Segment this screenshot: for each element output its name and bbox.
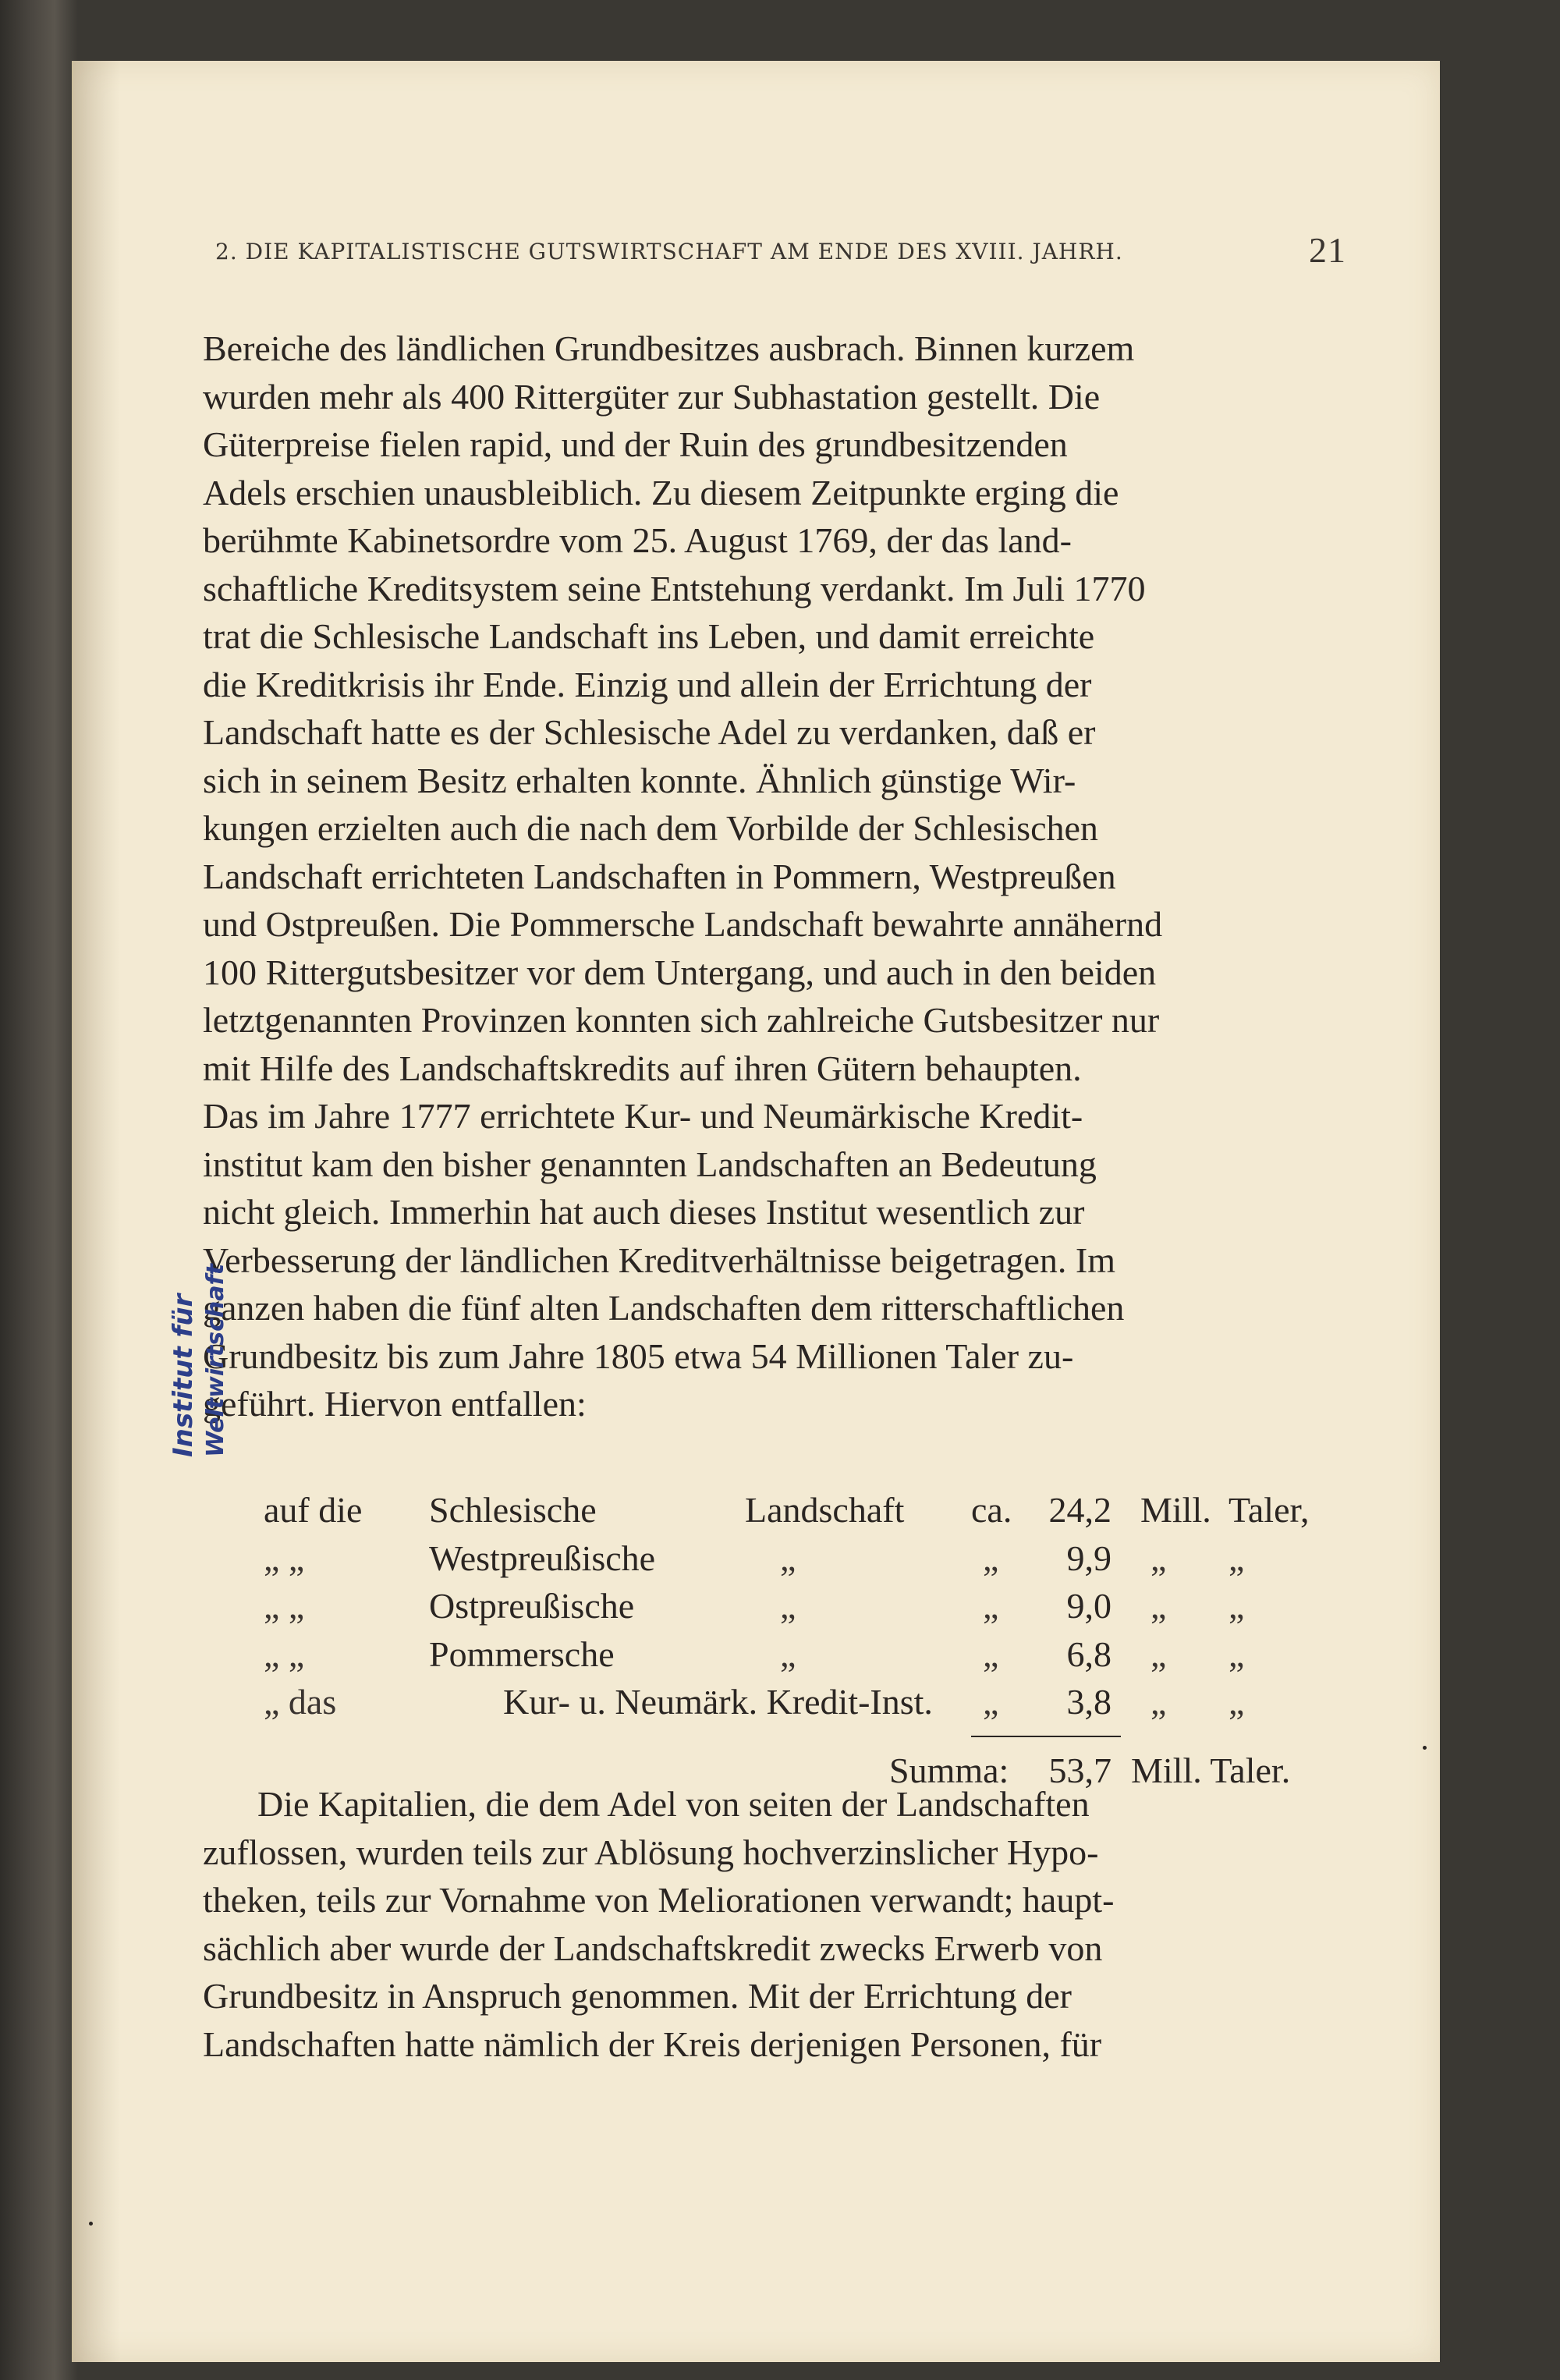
paragraph-2: [203, 1780, 1353, 2068]
text-line: Grundbesitz bis zum Jahre 1805 etwa 54 Millionen Taler zu-: [203, 1335, 1074, 1376]
text-line: die Kreditkrisis ihr Ende. Einzig und allein der Errichtung der: [203, 664, 1092, 704]
row-prefix: „ „: [264, 1633, 305, 1674]
row-ca: „: [983, 1586, 999, 1626]
text-line: 100 Rittergutsbesitzer vor dem Untergang, und auch in den beiden: [203, 952, 1157, 992]
library-stamp: [168, 1137, 237, 1465]
sum-rule: [971, 1736, 1121, 1737]
row-name: Kur- u. Neumärk. Kredit-Inst.: [503, 1682, 933, 1722]
text-line: mit Hilfe des Landschaftskredits auf ihren Gütern behaupten.: [203, 1048, 1082, 1088]
spine-shadow: [73, 61, 120, 2362]
text-line: geführt. Hiervon entfallen:: [203, 1384, 587, 1424]
text-line: Das im Jahre 1777 errichtete Kur- und Neumärkische Kredit-: [203, 1096, 1083, 1136]
book-page: [72, 61, 1440, 2362]
running-header: [215, 230, 1346, 270]
row-prefix: „ „: [264, 1586, 305, 1626]
stamp-line-2: Weltwirtschaft: [202, 1264, 229, 1457]
table-row: [203, 1534, 1353, 1583]
text-line: Grundbesitz in Anspruch genommen. Mit der Errichtung der: [203, 1976, 1072, 2016]
text-line: Bereiche des ländlichen Grundbesitzes ausbrach. Binnen kurzem: [203, 328, 1135, 368]
row-currency: „: [1228, 1633, 1245, 1674]
row-landschaft: „: [780, 1586, 796, 1626]
row-ca: „: [983, 1682, 999, 1722]
text-line: schaftliche Kreditsystem seine Entstehung verdankt. Im Juli 1770: [203, 568, 1146, 608]
table-row: [203, 1678, 1353, 1726]
text-line: Verbesserung der ländlichen Kreditverhältnisse beigetragen. Im: [203, 1240, 1116, 1280]
credit-distribution-table: [203, 1486, 1353, 1790]
text-line: theken, teils zur Vornahme von Meliorationen verwandt; haupt-: [203, 1880, 1115, 1920]
library-stamp-icon: [168, 1137, 237, 1465]
row-currency: „: [1228, 1682, 1245, 1722]
row-unit: „: [1150, 1538, 1167, 1578]
row-landschaft: Landschaft: [745, 1490, 905, 1530]
row-ca: „: [983, 1633, 999, 1674]
row-name: Westpreußische: [429, 1538, 656, 1578]
text-line: Adels erschien unausbleiblich. Zu diesem Zeitpunkte erging die: [203, 472, 1119, 513]
text-line: trat die Schlesische Landschaft ins Leben, und damit erreichte: [203, 616, 1095, 656]
row-prefix: „ „: [264, 1538, 305, 1578]
text-line: Landschaft hatte es der Schlesische Adel zu verdanken, daß er: [203, 712, 1096, 752]
table-row: [203, 1582, 1353, 1630]
row-value: 3,8: [1066, 1682, 1112, 1722]
text-line: Landschaft errichteten Landschaften in Pommern, Westpreußen: [203, 856, 1116, 896]
row-unit: „: [1150, 1682, 1167, 1722]
sum-value: 53,7: [1048, 1750, 1112, 1790]
running-title: 2. DIE KAPITALISTISCHE GUTSWIRTSCHAFT AM ENDE DES XVIII. JAHRH.: [215, 239, 1123, 264]
row-landschaft: „: [780, 1538, 796, 1578]
row-currency: Taler,: [1228, 1490, 1310, 1530]
sum-label: Summa:: [889, 1750, 1009, 1790]
text-line: zuflossen, wurden teils zur Ablösung hochverzinslicher Hypo-: [203, 1832, 1099, 1872]
text-line: kungen erzielten auch die nach dem Vorbilde der Schlesischen: [203, 808, 1098, 848]
row-landschaft: „: [780, 1633, 796, 1674]
row-name: Ostpreußische: [429, 1586, 635, 1626]
text-line: Güterpreise fielen rapid, und der Ruin des grundbesitzenden: [203, 424, 1068, 464]
table-row: [203, 1486, 1353, 1534]
row-prefix: „ das: [264, 1682, 337, 1722]
text-line: Die Kapitalien, die dem Adel von seiten der Landschaften: [257, 1784, 1090, 1824]
text-line: sich in seinem Besitz erhalten konnte. Ähnlich günstige Wir-: [203, 760, 1076, 800]
row-unit: „: [1150, 1633, 1167, 1674]
text-line: berühmte Kabinetsordre vom 25. August 1769, der das land-: [203, 520, 1072, 560]
row-value: 6,8: [1066, 1633, 1112, 1674]
row-currency: „: [1228, 1586, 1245, 1626]
speck: [1423, 1746, 1427, 1750]
sum-unit: Mill. Taler.: [1131, 1750, 1291, 1790]
text-line: sächlich aber wurde der Landschaftskredit zwecks Erwerb von: [203, 1928, 1103, 1968]
row-unit: Mill.: [1140, 1490, 1211, 1530]
row-ca: „: [983, 1538, 999, 1578]
table-row: [203, 1630, 1353, 1679]
paragraph-1: [203, 325, 1353, 1428]
row-name: Schlesische: [429, 1490, 597, 1530]
row-value: 9,0: [1066, 1586, 1112, 1626]
text-line: ganzen haben die fünf alten Landschaften dem ritterschaftlichen: [203, 1288, 1125, 1328]
text-line: institut kam den bisher genannten Landschaften an Bedeutung: [203, 1144, 1097, 1184]
stamp-line-1: Institut für: [168, 1293, 199, 1457]
text-line: wurden mehr als 400 Rittergüter zur Subhastation gestellt. Die: [203, 376, 1101, 417]
text-line: und Ostpreußen. Die Pommersche Landschaft bewahrte annähernd: [203, 904, 1163, 944]
speck: [89, 2222, 93, 2226]
page-number: 21: [1309, 230, 1346, 270]
row-unit: „: [1150, 1586, 1167, 1626]
row-ca: ca.: [971, 1490, 1012, 1530]
row-currency: „: [1228, 1538, 1245, 1578]
row-value: 9,9: [1066, 1538, 1112, 1578]
row-prefix: auf die: [264, 1490, 363, 1530]
text-line: Landschaften hatte nämlich der Kreis derjenigen Personen, für: [203, 2024, 1102, 2064]
row-value: 24,2: [1048, 1490, 1112, 1530]
text-line: nicht gleich. Immerhin hat auch dieses Institut wesentlich zur: [203, 1192, 1085, 1232]
row-name: Pommersche: [429, 1633, 615, 1674]
text-line: letztgenannten Provinzen konnten sich zahlreiche Gutsbesitzer nur: [203, 1000, 1160, 1040]
